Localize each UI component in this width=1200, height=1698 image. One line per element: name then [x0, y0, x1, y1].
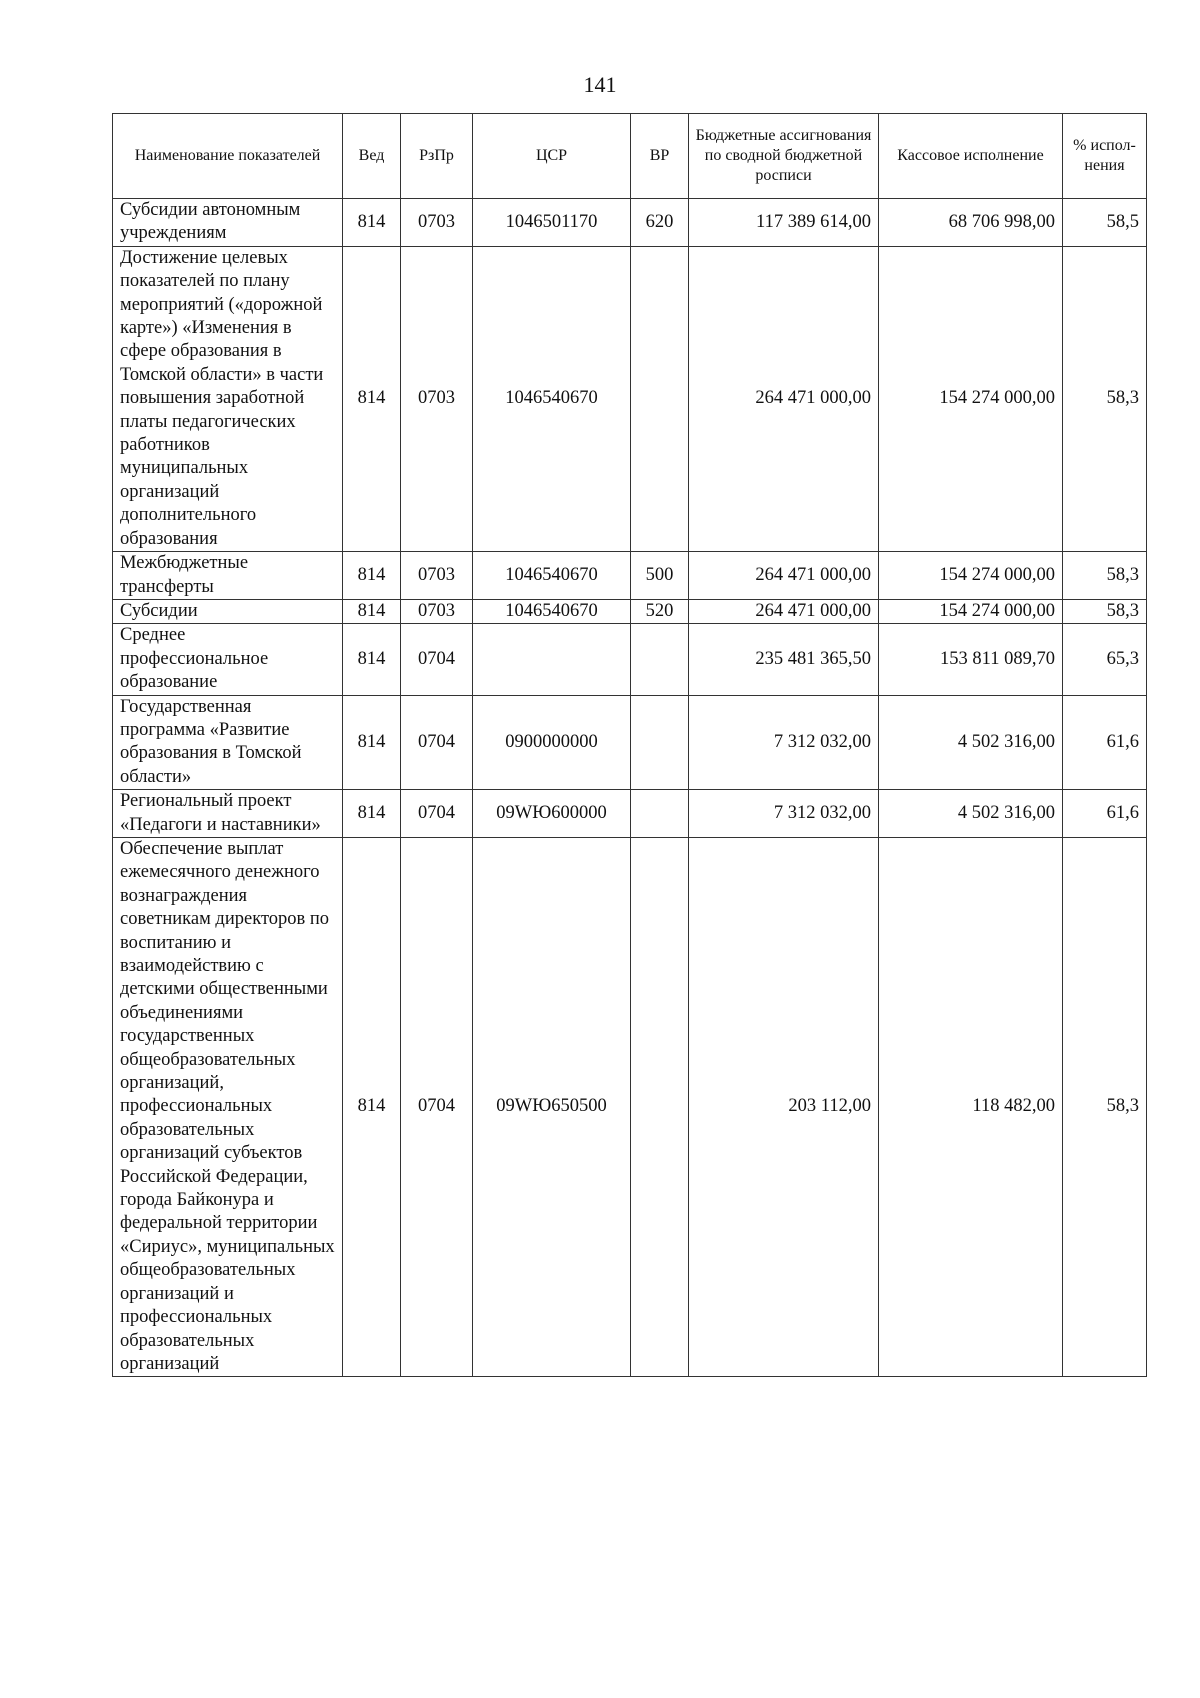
cell-percent: 61,6	[1063, 695, 1147, 790]
cell-budget: 264 471 000,00	[689, 599, 879, 623]
cell-csr: 1046501170	[473, 199, 631, 247]
table-row	[113, 246, 1147, 551]
header-name: Наименование показателей	[113, 114, 343, 199]
cell-budget: 235 481 365,50	[689, 624, 879, 695]
cell-rzpr: 0704	[401, 624, 473, 695]
cell-cash: 118 482,00	[879, 837, 1063, 1376]
cell-cash: 154 274 000,00	[879, 552, 1063, 600]
cell-cash: 154 274 000,00	[879, 246, 1063, 551]
cell-ved: 814	[343, 599, 401, 623]
cell-budget: 264 471 000,00	[689, 246, 879, 551]
cell-percent: 58,3	[1063, 599, 1147, 623]
cell-rzpr: 0703	[401, 199, 473, 247]
cell-csr: 1046540670	[473, 246, 631, 551]
cell-vr: 620	[631, 199, 689, 247]
cell-rzpr: 0703	[401, 599, 473, 623]
cell-ved: 814	[343, 624, 401, 695]
table-row	[113, 837, 1147, 1376]
cell-cash: 68 706 998,00	[879, 199, 1063, 247]
cell-csr: 1046540670	[473, 552, 631, 600]
header-cash: Кассовое исполнение	[879, 114, 1063, 199]
cell-rzpr: 0704	[401, 695, 473, 790]
cell-percent: 65,3	[1063, 624, 1147, 695]
header-percent: % испол-нения	[1063, 114, 1147, 199]
header-row	[113, 114, 1147, 199]
cell-vr	[631, 624, 689, 695]
cell-percent: 58,3	[1063, 246, 1147, 551]
page-number: 141	[583, 72, 617, 97]
table-row	[113, 599, 1147, 623]
cell-name: Обеспечение выплат ежемесячного денежного вознаграждения советникам директоров по воспитанию и взаимодействию с детскими общественными объединениями государственных общеобразовательных организаций, профессиональных образовательных организаций субъектов Российской Федерации, города Байконура и федеральной территории «Сириус», муниципальных общеобразовательных организаций и профессиональных образовательных организаций	[113, 837, 343, 1376]
header-budget: Бюджетные ассигнования по сводной бюджетной росписи	[689, 114, 879, 199]
cell-csr	[473, 624, 631, 695]
table-body	[113, 199, 1147, 1377]
cell-name: Субсидии	[113, 599, 343, 623]
cell-ved: 814	[343, 790, 401, 838]
cell-budget: 117 389 614,00	[689, 199, 879, 247]
cell-csr: 09WЮ600000	[473, 790, 631, 838]
table-row	[113, 199, 1147, 247]
cell-ved: 814	[343, 695, 401, 790]
header-ved: Вед	[343, 114, 401, 199]
cell-percent: 61,6	[1063, 790, 1147, 838]
cell-percent: 58,5	[1063, 199, 1147, 247]
table-row	[113, 790, 1147, 838]
cell-budget: 203 112,00	[689, 837, 879, 1376]
cell-vr	[631, 790, 689, 838]
cell-name: Межбюджетные трансферты	[113, 552, 343, 600]
cell-csr: 1046540670	[473, 599, 631, 623]
header-vr: ВР	[631, 114, 689, 199]
cell-vr	[631, 695, 689, 790]
cell-ved: 814	[343, 246, 401, 551]
cell-percent: 58,3	[1063, 552, 1147, 600]
budget-execution-table	[112, 113, 1147, 1377]
cell-name: Среднее профессиональное образование	[113, 624, 343, 695]
cell-name: Региональный проект «Педагоги и наставники»	[113, 790, 343, 838]
cell-rzpr: 0704	[401, 837, 473, 1376]
cell-budget: 264 471 000,00	[689, 552, 879, 600]
cell-cash: 154 274 000,00	[879, 599, 1063, 623]
cell-csr: 09WЮ650500	[473, 837, 631, 1376]
table-row	[113, 552, 1147, 600]
cell-cash: 4 502 316,00	[879, 790, 1063, 838]
cell-ved: 814	[343, 199, 401, 247]
cell-vr	[631, 837, 689, 1376]
cell-rzpr: 0703	[401, 246, 473, 551]
cell-name: Достижение целевых показателей по плану мероприятий («дорожной карте») «Изменения в сфере образования в Томской области» в части повышения заработной платы педагогических работников муниципальных организаций дополнительного образования	[113, 246, 343, 551]
table-header	[113, 114, 1147, 199]
cell-name: Государственная программа «Развитие образования в Томской области»	[113, 695, 343, 790]
cell-rzpr: 0703	[401, 552, 473, 600]
cell-ved: 814	[343, 552, 401, 600]
header-csr: ЦСР	[473, 114, 631, 199]
cell-cash: 153 811 089,70	[879, 624, 1063, 695]
table-row	[113, 624, 1147, 695]
cell-budget: 7 312 032,00	[689, 790, 879, 838]
cell-vr: 500	[631, 552, 689, 600]
header-rzpr: РзПр	[401, 114, 473, 199]
cell-csr: 0900000000	[473, 695, 631, 790]
cell-budget: 7 312 032,00	[689, 695, 879, 790]
cell-percent: 58,3	[1063, 837, 1147, 1376]
cell-vr: 520	[631, 599, 689, 623]
cell-ved: 814	[343, 837, 401, 1376]
cell-name: Субсидии автономным учреждениям	[113, 199, 343, 247]
cell-rzpr: 0704	[401, 790, 473, 838]
cell-vr	[631, 246, 689, 551]
cell-cash: 4 502 316,00	[879, 695, 1063, 790]
table-row	[113, 695, 1147, 790]
